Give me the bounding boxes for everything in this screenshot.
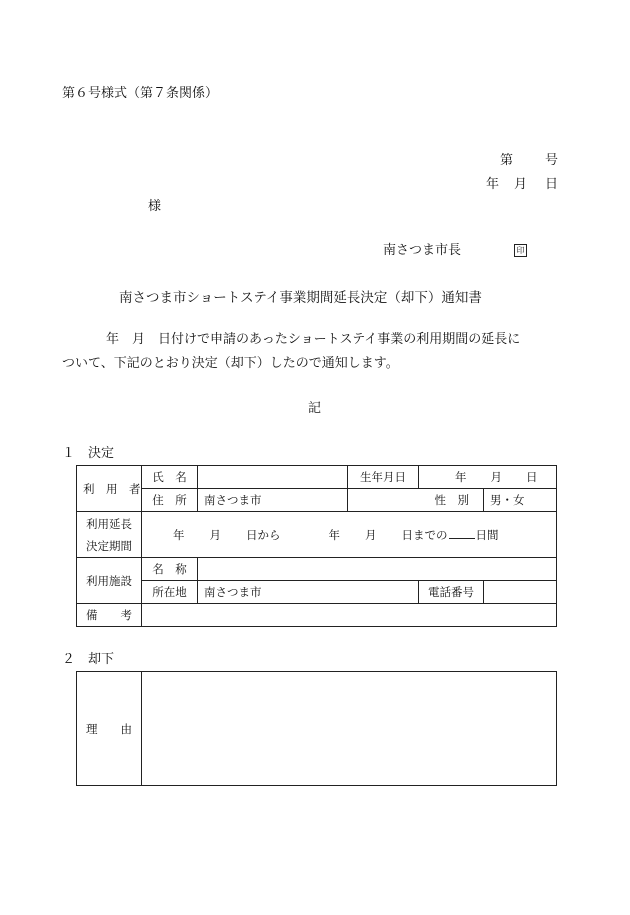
issuer: 南さつま市長 bbox=[383, 243, 462, 258]
section-decision-heading: １ 決定 bbox=[62, 446, 115, 461]
birth-month: 月 bbox=[490, 470, 502, 484]
table-row bbox=[77, 512, 557, 558]
period-to-month: 月 bbox=[365, 527, 377, 542]
table-row bbox=[77, 466, 557, 489]
facility-label: 利用施設 bbox=[77, 558, 142, 604]
name-field[interactable] bbox=[198, 466, 348, 489]
phone-label: 電話番号 bbox=[419, 581, 484, 604]
period-from-day: 日から bbox=[246, 527, 281, 542]
address-field[interactable] bbox=[198, 489, 348, 512]
form-number: 第６号様式（第７条関係） bbox=[62, 86, 219, 101]
facility-location-field[interactable] bbox=[198, 581, 419, 604]
document-title: 南さつま市ショートステイ事業期間延長決定（却下）通知書 bbox=[119, 290, 482, 306]
period-to-day: 日までの bbox=[401, 527, 448, 542]
address-value: 南さつま市 bbox=[204, 493, 262, 507]
decision-table bbox=[76, 465, 557, 627]
name-label: 氏 名 bbox=[142, 466, 198, 489]
sex-field[interactable] bbox=[484, 489, 557, 512]
period-days: 日間 bbox=[475, 527, 499, 542]
address-label: 住 所 bbox=[142, 489, 198, 512]
table-row bbox=[77, 604, 557, 627]
addressee-suffix: 様 bbox=[148, 199, 162, 214]
period-from-month: 月 bbox=[209, 527, 221, 542]
date-day: 日 bbox=[545, 177, 559, 192]
reason-label: 理 由 bbox=[77, 672, 142, 786]
ki-label: 記 bbox=[308, 401, 322, 416]
section-rejection-heading: ２ 却下 bbox=[62, 652, 115, 667]
remarks-field[interactable] bbox=[142, 604, 557, 627]
date-year: 年 bbox=[486, 177, 500, 192]
birth-year: 年 bbox=[455, 470, 467, 484]
date-month: 月 bbox=[514, 177, 528, 192]
sex-label: 性 別 bbox=[348, 489, 484, 512]
birthdate-label: 生年月日 bbox=[348, 466, 419, 489]
facility-location-value: 南さつま市 bbox=[204, 585, 262, 599]
extension-label-line-2: 決定期間 bbox=[86, 538, 132, 553]
remarks-label: 備 考 bbox=[77, 604, 142, 627]
table-row bbox=[77, 672, 557, 786]
period-to-year: 年 bbox=[328, 527, 340, 542]
extension-label-line-1: 利用延長 bbox=[86, 516, 132, 531]
user-label: 利 用 者 bbox=[77, 466, 142, 512]
body-line-1: 年 月 日付けで申請のあったショートステイ事業の利用期間の延長に bbox=[106, 332, 521, 347]
facility-name-label: 名 称 bbox=[142, 558, 198, 581]
extension-period-field[interactable] bbox=[142, 512, 557, 558]
days-blank bbox=[449, 528, 475, 539]
reason-field[interactable] bbox=[142, 672, 557, 786]
table-row bbox=[77, 489, 557, 512]
birthdate-field[interactable] bbox=[419, 466, 557, 489]
birth-day: 日 bbox=[526, 470, 538, 484]
table-row bbox=[77, 558, 557, 581]
period-from-year: 年 bbox=[173, 527, 185, 542]
extension-period-label bbox=[77, 512, 142, 558]
body-line-2: ついて、下記のとおり決定（却下）したので通知します。 bbox=[62, 356, 399, 371]
seal-mark: 印 bbox=[514, 244, 527, 257]
sex-value: 男・女 bbox=[490, 493, 525, 507]
rejection-table bbox=[76, 671, 557, 786]
facility-name-field[interactable] bbox=[198, 558, 557, 581]
facility-location-label: 所在地 bbox=[142, 581, 198, 604]
document-number-prefix: 第 bbox=[500, 153, 514, 168]
table-row bbox=[77, 581, 557, 604]
phone-field[interactable] bbox=[484, 581, 557, 604]
document-number-suffix: 号 bbox=[545, 153, 559, 168]
